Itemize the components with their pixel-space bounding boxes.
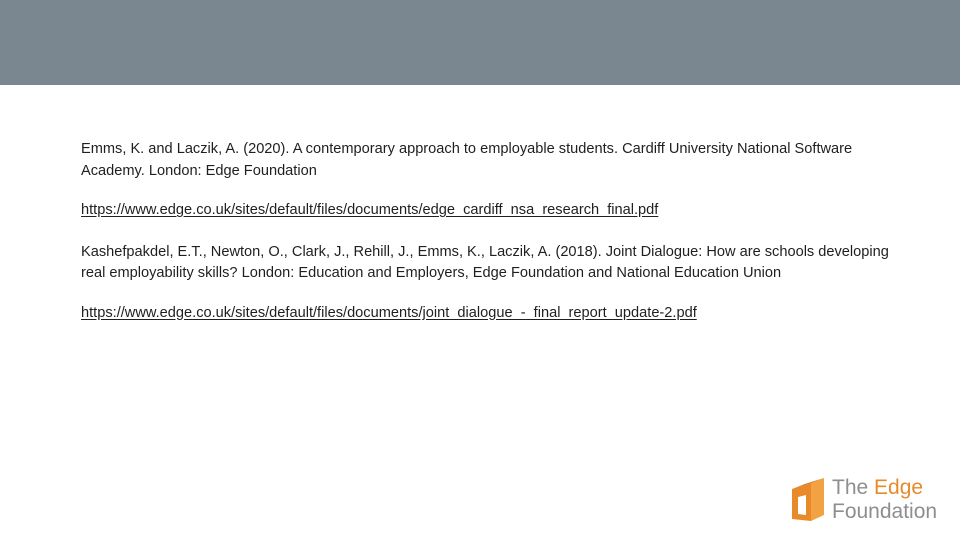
reference-link-2[interactable]: https://www.edge.co.uk/sites/default/files/documents/joint_dialogue_-_final_report_update-2.pdf [81, 304, 697, 321]
edge-logo-mark-icon [789, 475, 827, 523]
logo-word-the: The [832, 476, 875, 499]
header-band [0, 0, 960, 85]
edge-foundation-logo [789, 475, 949, 527]
references-list [81, 139, 891, 344]
logo-word-foundation: Foundation [832, 500, 938, 523]
logo-wordmark [832, 476, 937, 524]
reference-citation-1: Emms, K. and Laczik, A. (2020). A contemporary approach to employable students. Cardiff University National Software Academy. London: Edge Foundation [81, 141, 853, 179]
reference-link-1[interactable]: https://www.edge.co.uk/sites/default/files/documents/edge_cardiff_nsa_research_final.pdf [81, 202, 659, 218]
reference-citation-2: Kashefpakdel, E.T., Newton, O., Clark, J., Rehill, J., Emms, K., Laczik, A. (2018). Joint Dialogue: How are schools developing real employability skills? London: Education and Employers, Edge Foundation and National Education Union [81, 243, 889, 281]
logo-word-edge: Edge [874, 476, 924, 499]
